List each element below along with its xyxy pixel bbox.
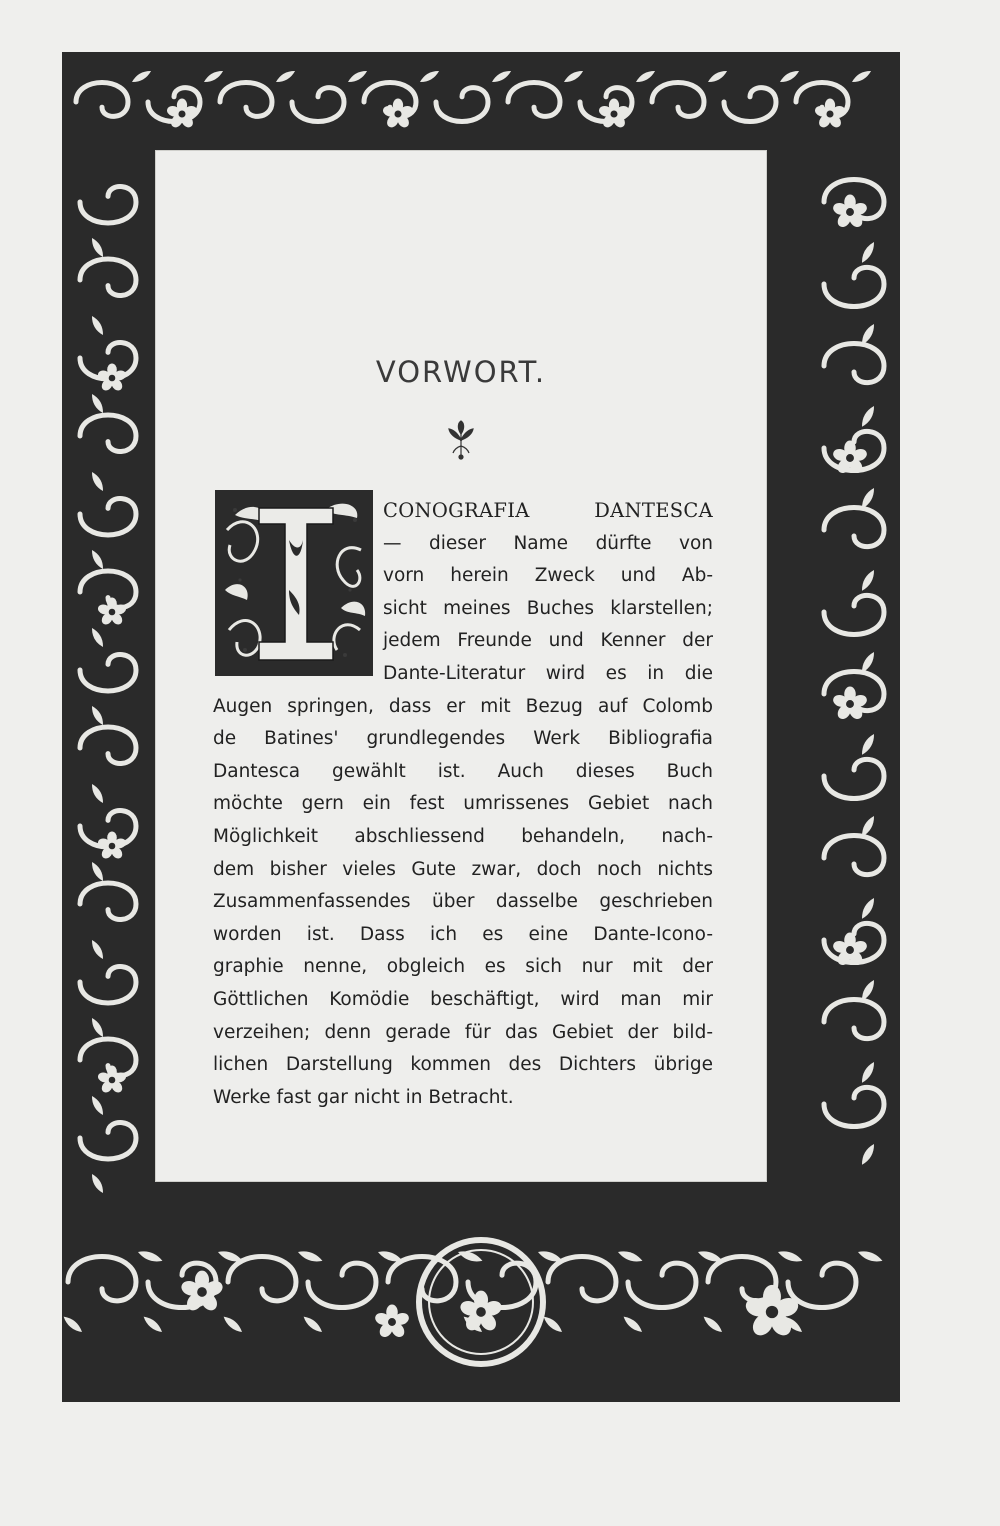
leaf [348,71,367,82]
scroll-vine [824,267,884,306]
flower-center [766,1306,778,1318]
text-line: vorn herein Zweck und Ab- [383,565,713,587]
scroll-vine [80,415,136,451]
flower-center [476,1307,486,1317]
text-line: Dante-Literatur wird es in die [383,662,713,684]
text-line: de Batines' grundlegendes Werk Bibliografia [213,728,713,750]
scroll-vine [548,1257,616,1301]
leaf [564,71,583,82]
scroll-vine [824,508,884,547]
text-line: Dantesca gewählt ist. Auch dieses Buch [213,760,713,782]
text-line: worden ist. Dass ich es eine Dante-Icono- [213,923,713,945]
leaf [862,406,874,427]
flower-center [178,110,185,117]
leaf [92,862,103,881]
text-panel [155,150,767,1182]
flower-center [610,110,617,117]
leaf [138,1251,162,1261]
scroll-vine [824,836,884,875]
flower-center [109,609,116,616]
scroll-vine [80,1123,136,1159]
flower-center [109,843,116,850]
text-line: Zusammenfassendes über dasselbe geschrieben [213,891,713,913]
flower-center [846,946,854,954]
leaf [862,734,874,755]
flower-center [846,208,854,216]
text-line: graphie nenne, obgleich es sich nur mit der [213,956,713,978]
text-line: Augen springen, dass er mit Bezug auf Colomb [213,695,713,717]
fleuron-icon [445,420,477,460]
leaf [64,1317,82,1332]
text-line: lichen Darstellung kommen des Dichters übrige [213,1054,713,1076]
leaf [862,652,874,673]
scroll-vine [80,259,136,295]
leaf [92,784,103,803]
text-line: CONOGRAFIA DANTESCA [383,499,713,522]
leaf [92,1018,103,1037]
leaf [618,1251,642,1261]
leaf [636,71,655,82]
scroll-vine [80,499,136,535]
leaf [492,71,511,82]
scroll-vine [436,88,488,122]
leaf [862,816,874,837]
leaf [92,316,103,335]
leaf [624,1317,642,1332]
scroll-vine [824,759,884,798]
flower-center [846,454,854,462]
scroll-vine [308,1263,376,1307]
leaf [92,706,103,725]
scroll-vine [80,655,136,691]
leaf [92,472,103,491]
scroll-vine [724,88,776,122]
text-line: jedem Freunde und Kenner der [383,630,713,652]
floral-border [62,52,900,1402]
leaf [298,1251,322,1261]
scroll-vine [80,727,136,763]
flower-center [109,375,116,382]
scroll-vine [824,344,884,383]
leaf [144,1317,162,1332]
leaf [544,1317,562,1332]
page-title: VORWORT. [375,355,547,389]
leaf [132,71,151,82]
leaf [862,242,874,263]
leaf [778,1251,802,1261]
leaf [92,1174,103,1193]
scroll-vine [80,187,136,223]
leaf [862,1144,874,1165]
leaf [704,1317,722,1332]
text-line: Werke fast gar nicht in Betracht. [213,1086,514,1108]
text-line: Göttlichen Komödie beschäftigt, wird man mir [213,988,713,1010]
flower-center [388,1318,396,1326]
leaf [858,1251,882,1261]
flower-center [394,110,401,117]
leaf [862,1062,874,1083]
scroll-vine [508,83,560,117]
flower-center [846,700,854,708]
leaf [420,71,439,82]
leaf [862,898,874,919]
scroll-vine [824,595,884,634]
leaf [852,71,871,82]
flower-center [826,110,833,117]
leaf [224,1317,242,1332]
scroll-vine [228,1257,296,1301]
leaf [708,71,727,82]
text-line: Möglichkeit abschliessend behandeln, nach- [213,825,713,847]
scroll-vine [68,1257,136,1301]
leaf [780,71,799,82]
leaf [92,238,103,257]
body-text [213,495,713,1114]
scroll-vine [788,1263,856,1307]
scroll-vine [80,967,136,1003]
leaf [92,628,103,647]
scroll-vine [76,83,128,117]
scroll-vine [292,88,344,122]
leaf [862,488,874,509]
text-line: dem bisher vieles Gute zwar, doch noch nichts [213,858,713,880]
scroll-vine [652,83,704,117]
scroll-vine [824,1000,884,1039]
leaf [862,324,874,345]
leaf [92,394,103,413]
leaf [276,71,295,82]
text-line: — dieser Name dürfte von [383,532,713,554]
text-line: sicht meines Buches klarstellen; [383,597,713,619]
leaf [92,550,103,569]
leaf [204,71,223,82]
flower-center [109,1077,116,1084]
scroll-vine [628,1263,696,1307]
scroll-vine [80,883,136,919]
scroll-vine [220,83,272,117]
flower-center [197,1287,207,1297]
scroll-vine [824,1087,884,1126]
leaf [304,1317,322,1332]
leaf [862,980,874,1001]
leaf [862,570,874,591]
text-line: verzeihen; denn gerade für das Gebiet der bild- [213,1021,713,1043]
leaf [92,1096,103,1115]
text-line: möchte gern ein fest umrissenes Gebiet nach [213,793,713,815]
leaf [92,940,103,959]
